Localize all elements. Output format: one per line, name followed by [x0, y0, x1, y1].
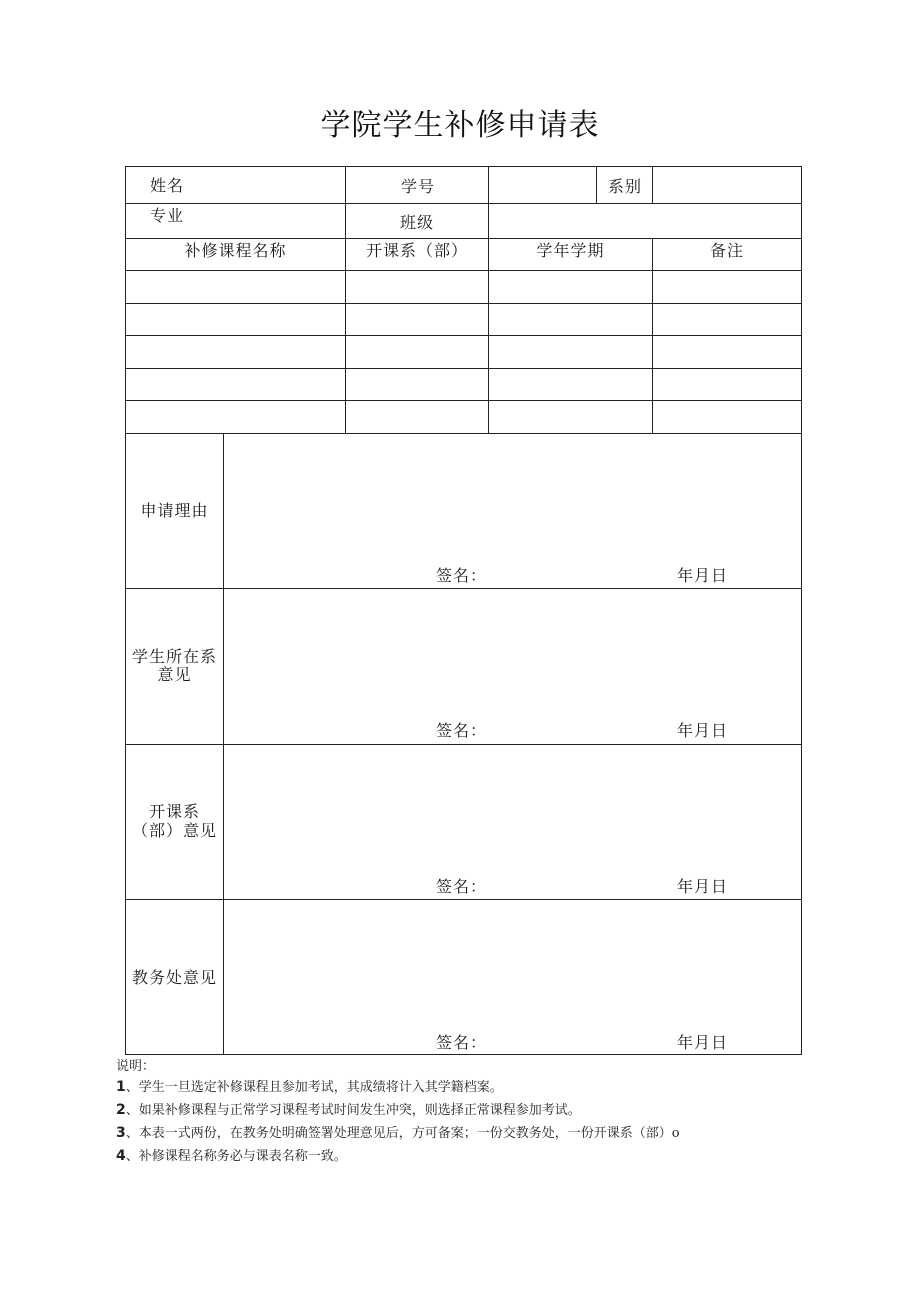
note-number: 2	[116, 1102, 126, 1118]
section-label-offering-dept-opinion-line2: （部）意见	[131, 821, 217, 840]
note-text: 、补修课程名称务必与课表名称一致。	[125, 1149, 347, 1164]
reason-text-area[interactable]	[224, 434, 801, 562]
note-number: 3	[116, 1125, 126, 1141]
section-label-academic-affairs-opinion: 教务处意见	[131, 968, 217, 987]
note-item	[116, 1122, 816, 1145]
section-label-reason: 申请理由	[140, 501, 209, 520]
signature-label: 签名：	[436, 1033, 488, 1052]
signature-label: 签名：	[436, 566, 488, 585]
signature-label: 签名：	[436, 877, 488, 896]
note-item	[116, 1099, 816, 1122]
note-number: 1	[116, 1079, 126, 1095]
table-cell[interactable]	[346, 304, 488, 335]
class-label: 班级	[400, 213, 435, 232]
note-text: 、如果补修课程与正常学习课程考试时间发生冲突，则选择正常课程参加考试。	[125, 1103, 581, 1118]
table-cell[interactable]	[346, 401, 488, 433]
student-id-label: 学号	[401, 177, 436, 196]
note-item	[116, 1145, 816, 1168]
student-id-field[interactable]	[489, 167, 596, 203]
note-text: 、本表一式两份，在教务处明确签署处理意见后，方可备案；一份交教务处，一份开课系（部）o	[125, 1126, 680, 1141]
column-header-offering-dept: 开课系（部）	[365, 241, 468, 260]
table-cell[interactable]	[653, 369, 801, 400]
table-cell[interactable]	[346, 336, 488, 368]
table-cell[interactable]	[653, 401, 801, 433]
table-cell[interactable]	[489, 271, 652, 303]
signature-label: 签名：	[436, 721, 488, 740]
date-label: 年月日	[677, 721, 729, 740]
academic-affairs-opinion-area[interactable]	[224, 900, 801, 1028]
department-label: 系别	[608, 177, 643, 196]
table-cell[interactable]	[346, 271, 488, 303]
application-form	[125, 166, 802, 1055]
class-field[interactable]	[489, 204, 801, 238]
date-label: 年月日	[677, 1033, 729, 1052]
section-label-student-dept-opinion-line2: 意见	[157, 665, 192, 684]
table-cell[interactable]	[346, 369, 488, 400]
table-cell[interactable]	[126, 369, 345, 400]
table-cell[interactable]	[653, 304, 801, 335]
table-cell[interactable]	[489, 369, 652, 400]
col-divider	[596, 167, 597, 203]
date-label: 年月日	[677, 877, 729, 896]
notes-heading: 说明：	[116, 1059, 156, 1074]
date-label: 年月日	[677, 566, 729, 585]
name-label: 姓名	[150, 176, 185, 195]
row-divider	[126, 238, 801, 239]
table-cell[interactable]	[126, 401, 345, 433]
table-cell[interactable]	[126, 271, 345, 303]
department-field[interactable]	[653, 167, 801, 203]
section-label-student-dept-opinion: 学生所在系	[131, 647, 217, 666]
table-cell[interactable]	[653, 336, 801, 368]
section-label-offering-dept-opinion: 开课系	[148, 802, 200, 821]
table-cell[interactable]	[126, 336, 345, 368]
form-title: 学院学生补修申请表	[320, 108, 600, 143]
notes-section	[116, 1058, 816, 1168]
table-cell[interactable]	[489, 336, 652, 368]
table-cell[interactable]	[489, 304, 652, 335]
note-item	[116, 1076, 816, 1099]
note-text: 、学生一旦选定补修课程且参加考试，其成绩将计入其学籍档案。	[125, 1080, 503, 1095]
table-cell[interactable]	[653, 271, 801, 303]
offering-dept-opinion-area[interactable]	[224, 745, 801, 873]
table-cell[interactable]	[489, 401, 652, 433]
major-label: 专业	[150, 206, 185, 225]
column-header-remarks: 备注	[709, 241, 744, 260]
table-cell[interactable]	[126, 304, 345, 335]
student-dept-opinion-area[interactable]	[224, 589, 801, 717]
column-header-term: 学年学期	[536, 241, 605, 260]
major-field[interactable]	[126, 224, 345, 238]
note-number: 4	[116, 1148, 126, 1164]
column-header-course-name: 补修课程名称	[184, 241, 287, 260]
